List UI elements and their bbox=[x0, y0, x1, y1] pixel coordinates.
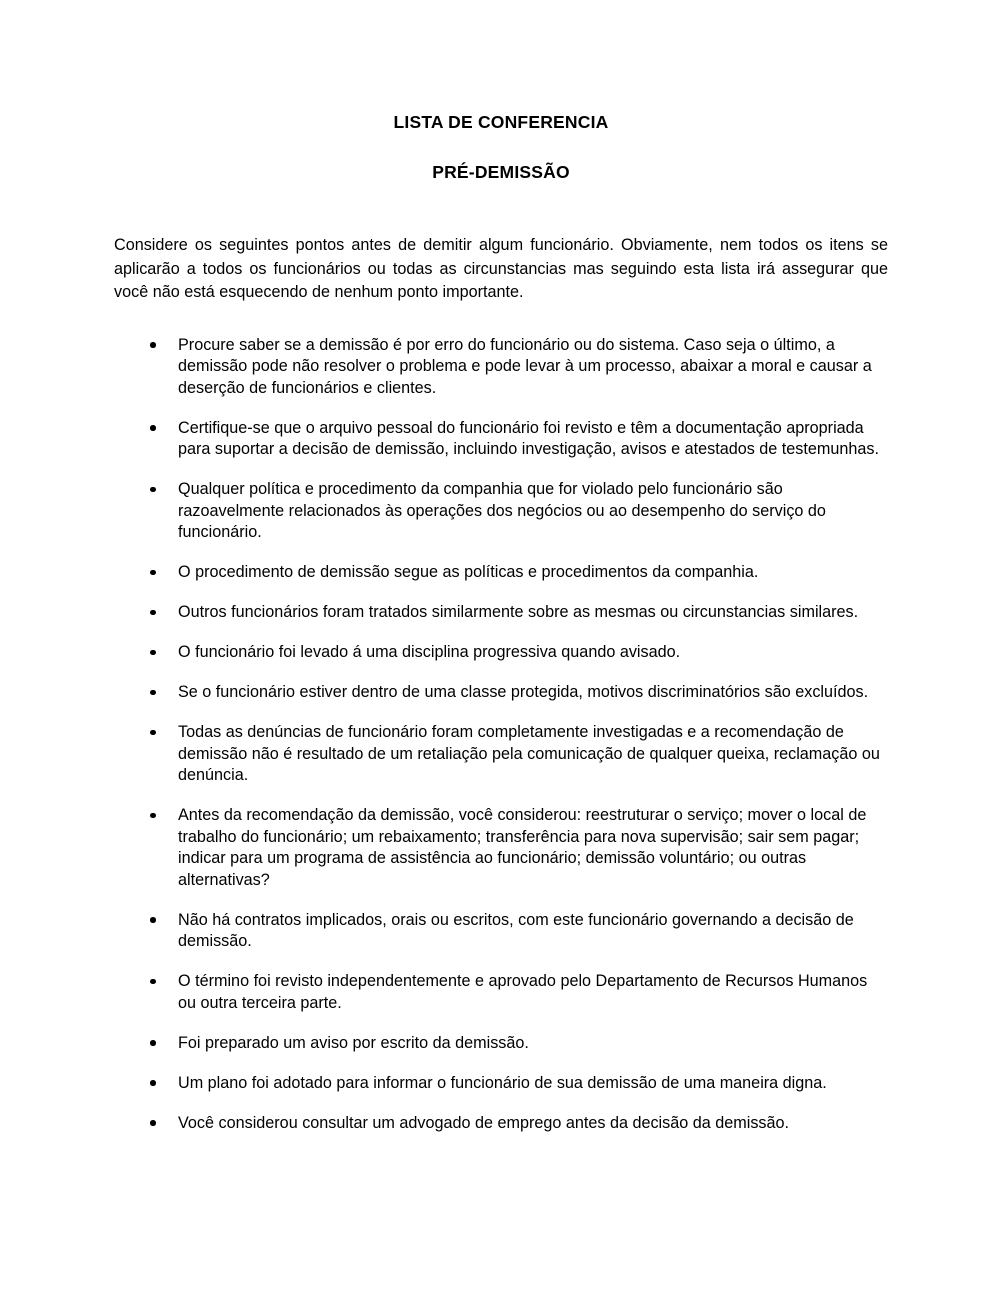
list-item-text: Um plano foi adotado para informar o funcionário de sua demissão de uma maneira digna. bbox=[178, 1073, 827, 1092]
list-item-text: Foi preparado um aviso por escrito da demissão. bbox=[178, 1033, 529, 1052]
document-body bbox=[114, 110, 888, 1153]
bullet-dot-icon bbox=[150, 487, 156, 493]
list-item bbox=[114, 971, 888, 1014]
intro-paragraph: Considere os seguintes pontos antes de demitir algum funcionário. Obviamente, nem todos os itens se aplicarão a todos os funcionários ou todas as circunstancias mas seguindo esta lista irá assegurar que você não está esquecendo de nenhum ponto importante. bbox=[114, 236, 888, 301]
list-item-text: O funcionário foi levado á uma disciplina progressiva quando avisado. bbox=[178, 643, 681, 661]
list-item bbox=[114, 418, 888, 461]
list-item-text: Procure saber se a demissão é por erro do funcionário ou do sistema. Caso seja o último, a demissão pode não resolver o problema e pode levar à um processo, abaixar a moral e causar a deserção de funcionários e clientes. bbox=[178, 335, 872, 397]
list-item-text: Qualquer política e procedimento da companhia que for violado pelo funcionário são razoavelmente relacionados às operações dos negócios ou ao desempenho do serviço do funcionário. bbox=[178, 480, 826, 541]
page-title-secondary: PRÉ-DEMISSÃO bbox=[432, 162, 570, 182]
list-item bbox=[114, 1033, 888, 1055]
list-item-text: Todas as denúncias de funcionário foram completamente investigadas e a recomendação de demissão não é resultado de um retaliação pela comunicação de qualquer queixa, reclamação ou denúncia. bbox=[178, 723, 880, 784]
bullet-dot-icon bbox=[150, 979, 156, 985]
bullet-dot-icon bbox=[150, 917, 156, 923]
bullet-dot-icon bbox=[150, 650, 156, 656]
list-item-text: O procedimento de demissão segue as políticas e procedimentos da companhia. bbox=[178, 563, 759, 581]
list-item bbox=[114, 722, 888, 787]
list-item bbox=[114, 562, 888, 584]
list-item bbox=[114, 602, 888, 624]
bullet-dot-icon bbox=[150, 730, 156, 736]
list-item-text: Você considerou consultar um advogado de emprego antes da decisão da demissão. bbox=[178, 1113, 790, 1132]
page-title-primary: LISTA DE CONFERENCIA bbox=[393, 112, 609, 132]
bullet-dot-icon bbox=[150, 813, 156, 819]
list-item-text: Outros funcionários foram tratados similarmente sobre as mesmas ou circunstancias similares. bbox=[178, 603, 859, 621]
bullet-dot-icon bbox=[150, 1080, 156, 1086]
list-item bbox=[114, 1113, 888, 1135]
list-item-text: O término foi revisto independentemente e aprovado pelo Departamento de Recursos Humanos ou outra terceira parte. bbox=[178, 972, 868, 1012]
bullet-dot-icon bbox=[150, 1120, 156, 1126]
list-item-text: Não há contratos implicados, orais ou escritos, com este funcionário governando a decisão de demissão. bbox=[178, 910, 854, 950]
bullet-dot-icon bbox=[150, 1040, 156, 1046]
list-item bbox=[114, 335, 888, 400]
list-item bbox=[114, 910, 888, 953]
list-item-text: Certifique-se que o arquivo pessoal do funcionário foi revisto e têm a documentação apropriada para suportar a decisão de demissão, incluindo investigação, avisos e atestados de testemunhas. bbox=[178, 418, 879, 458]
list-item bbox=[114, 682, 888, 704]
list-item bbox=[114, 805, 888, 891]
bullet-dot-icon bbox=[150, 425, 156, 431]
checklist bbox=[114, 335, 888, 1135]
list-item bbox=[114, 479, 888, 544]
list-item bbox=[114, 642, 888, 664]
bullet-dot-icon bbox=[150, 690, 156, 696]
bullet-dot-icon bbox=[150, 610, 156, 616]
list-item-text: Se o funcionário estiver dentro de uma classe protegida, motivos discriminatórios são excluídos. bbox=[178, 683, 869, 701]
bullet-dot-icon bbox=[150, 570, 156, 576]
bullet-dot-icon bbox=[150, 342, 156, 348]
list-item-text: Antes da recomendação da demissão, você considerou: reestruturar o serviço; mover o local de trabalho do funcionário; um rebaixamento; transferência para nova supervisão; sair sem pagar; indicar para um programa de assistência ao funcionário; demissão voluntário; ou outras alternativas? bbox=[178, 806, 867, 889]
list-item bbox=[114, 1073, 888, 1095]
